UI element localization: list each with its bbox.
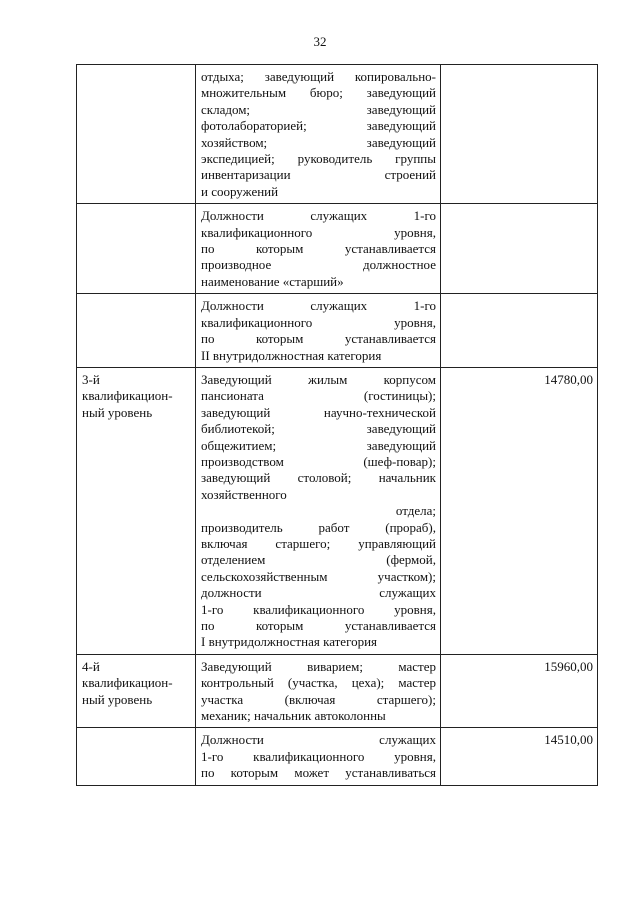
positions-line: по которым устанавливается [201,241,436,257]
positions-line: Должности служащих 1-го [201,208,436,224]
qualification-level-cell [77,65,196,204]
salary-cell [441,65,598,204]
positions-line: контрольный (участка, цеха); мастер [201,675,436,691]
positions-line: пансионата (гостиницы); [201,388,436,404]
positions-line: производное должностное [201,257,436,273]
positions-cell [196,204,441,294]
positions-line: фотолабораторией; заведующий [201,118,436,134]
level-line: квалификацион- [82,675,173,691]
positions-line: хозяйственного [201,486,287,502]
positions-line: включая старшего; управляющий [201,535,436,551]
positions-line: 1-го квалификационного уровня, [201,601,436,617]
level-line: 4-й [82,658,100,674]
qualification-level-cell [77,728,196,785]
salary-cell: 15960,00 [441,654,598,728]
positions-line: Заведующий жилым корпусом [201,371,436,387]
positions-line: отделением (фермой, [201,552,436,568]
positions-line: по которым устанавливается [201,618,436,633]
positions-line: участка (включая старшего); [201,691,436,707]
positions-line: хозяйством; заведующий [201,134,436,150]
qualification-level-cell [77,204,196,294]
table-row [77,65,598,204]
positions-line: II внутридолжностная категория [201,347,382,363]
page-number: 32 [313,34,327,49]
positions-line: заведующий столовой; начальник [201,470,436,486]
positions-line: наименование «старший» [201,273,344,289]
positions-cell [196,294,441,368]
positions-cell [196,65,441,204]
positions-line: множительным бюро; заведующий [201,85,436,101]
positions-line: по которым может устанавливаться [201,765,436,781]
positions-line: инвентаризации строений [201,167,436,183]
positions-line: общежитием; заведующий [201,437,436,453]
qualification-level-cell [77,654,196,728]
positions-line: производством (шеф-повар); [201,453,436,469]
positions-line: и сооружений [201,183,279,199]
positions-line: экспедицией; руководитель группы [201,151,436,167]
table-row [77,204,598,294]
positions-line: Заведующий виварием; мастер [201,658,436,674]
positions-line: механик; начальник автоколонны [201,708,386,724]
salary-cell: 14510,00 [441,728,598,785]
positions-cell [196,367,441,654]
level-line: ный уровень [82,691,153,707]
positions-line: складом; заведующий [201,101,436,117]
table-row [77,728,598,785]
qualification-level-cell [77,294,196,368]
positions-cell [196,654,441,728]
level-line: ный уровень [82,404,153,420]
positions-cell [196,728,441,785]
positions-line: отдела; [395,503,436,519]
positions-line: I внутридолжностная категория [201,634,378,650]
positions-line: производитель работ (прораб), [201,519,436,535]
positions-line: библиотекой; заведующий [201,421,436,437]
table-row [77,654,598,728]
salary-cell [441,294,598,368]
level-line: квалификацион- [82,388,173,404]
positions-line: квалификационного уровня, [201,314,436,330]
positions-line: заведующий научно-технической [201,404,436,420]
salary-table [76,64,598,786]
positions-line: по которым устанавливается [201,331,436,347]
qualification-level-cell [77,367,196,654]
positions-line: отдыха; заведующий копировально- [201,69,436,84]
positions-line: должности служащих [201,585,436,601]
positions-line: сельскохозяйственным участком); [201,568,436,584]
table-row [77,294,598,368]
salary-cell [441,204,598,294]
positions-line: квалификационного уровня, [201,224,436,240]
table-row [77,367,598,654]
positions-line: Должности служащих 1-го [201,298,436,314]
salary-cell: 14780,00 [441,367,598,654]
positions-line: Должности служащих [201,732,436,748]
positions-line: 1-го квалификационного уровня, [201,748,436,764]
level-line: 3-й [82,371,100,387]
